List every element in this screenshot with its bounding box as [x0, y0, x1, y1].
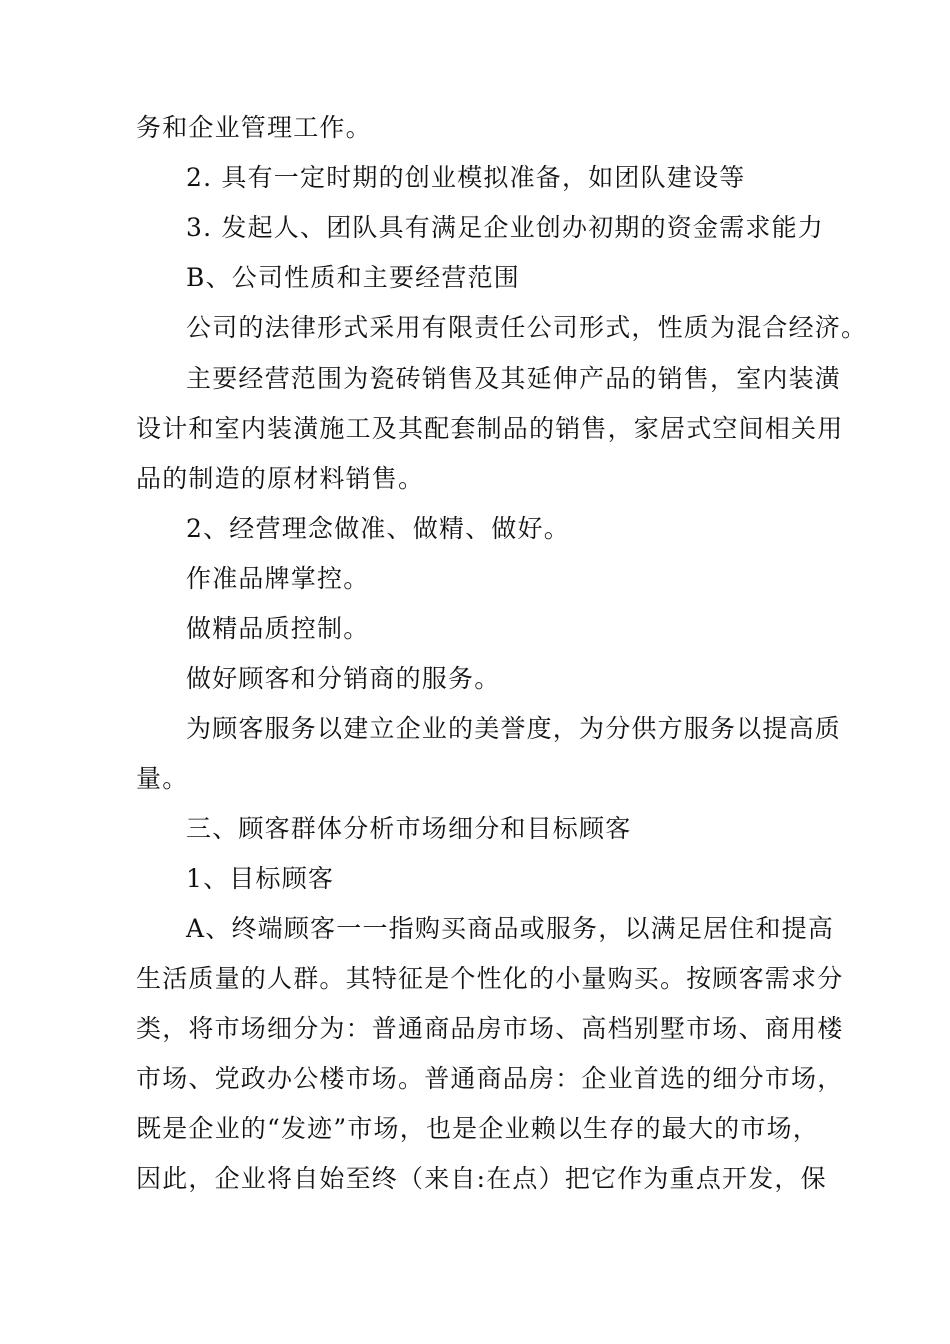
text-line: 为顾客服务以建立企业的美誉度，为分供方服务以提高质: [186, 714, 842, 743]
section-heading: 2、经营理念做准、做精、做好。: [186, 514, 570, 543]
text-line: 品的制造的原材料销售。: [136, 464, 425, 493]
text-line: 生活质量的人群。其特征是个性化的小量购买。按顾客需求分: [136, 964, 844, 993]
text-line: 做精品质控制。: [186, 614, 370, 643]
text-line: 既是企业的“发迹”市场，也是企业赖以生存的最大的市场，: [136, 1114, 819, 1143]
text-line: 量。: [136, 764, 189, 793]
text-line: A、终端顾客一一指购买商品或服务，以满足居住和提高: [186, 914, 835, 943]
text-line: 作准品牌掌控。: [186, 564, 370, 593]
section-heading: B、公司性质和主要经营范围: [186, 263, 520, 292]
text-line: 3. 发起人、团队具有满足企业创办初期的资金需求能力: [186, 213, 825, 242]
text-line: 做好顾客和分销商的服务。: [186, 664, 501, 693]
text-line: 市场、党政办公楼市场。普通商品房：企业首选的细分市场，: [136, 1064, 844, 1093]
text-line: 公司的法律形式采用有限责任公司形式，性质为混合经济。: [186, 313, 868, 342]
text-line: 2. 具有一定时期的创业模拟准备，如团队建设等: [186, 163, 746, 192]
text-line: 类，将市场细分为：普通商品房市场、高档别墅市场、商用楼: [136, 1014, 844, 1043]
text-line: 因此，企业将自始至终（来自:在点）把它作为重点开发，保: [136, 1164, 827, 1193]
text-line: 主要经营范围为瓷砖销售及其延伸产品的销售，室内装潢: [186, 364, 842, 393]
text-line: 设计和室内装潢施工及其配套制品的销售，家居式空间相关用: [136, 414, 844, 443]
section-heading: 三、顾客群体分析市场细分和目标顾客: [186, 814, 632, 843]
text-line: 务和企业管理工作。: [136, 113, 372, 142]
section-heading: 1、目标顾客: [186, 864, 335, 893]
